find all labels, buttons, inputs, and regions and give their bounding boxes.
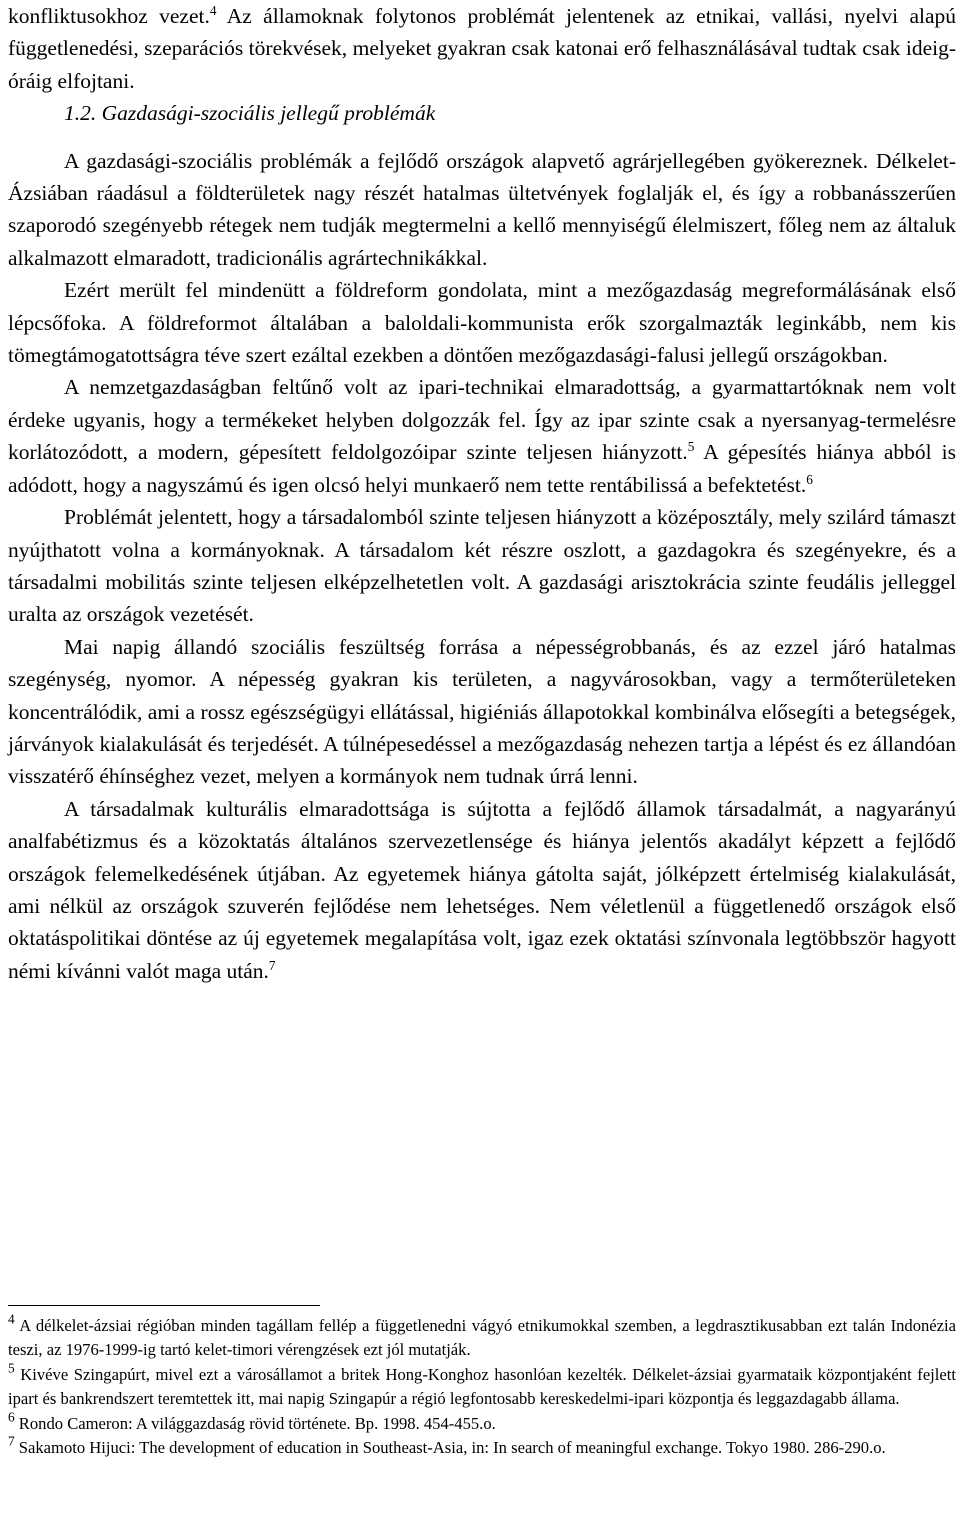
text-run: A társadalmak kulturális elmaradottsága is sújtotta a fejlődő államok társadalmát, a nagyarányú analfabétizmus és a közoktatás általános szervezetlensége és hiánya jelentős akadályt képzett a fejlődő országok felemelkedésének útjában. Az egyetemek hiánya gátolta saját, jólképzett értelmiség kialakulását, ami nélkül az országok szuverén fejlődése nem lehetséges. Nem véletlenül a függetlenedő országok első oktatáspolitikai döntése az új egyetemek megalapítása volt, igaz ezek oktatási színvonala legtöbbször hagyott némi kívánni valót maga után. (8, 796, 956, 983)
footnote-reference: 4 (209, 2, 217, 18)
footnote-number: 6 (8, 1409, 15, 1425)
footnote-number: 5 (8, 1360, 15, 1376)
footnote-reference: 7 (268, 957, 276, 973)
text-run: Mai napig állandó szociális feszültség forrása a népességrobbanás, és az ezzel járó hatalmas szegénység, nyomor. A népesség gyakran kis területen, a nagyvárosokban, vagy a termőterületeken koncentrálódik, ami a rossz egészségügyi ellátással, higiéniás állapotokkal kombinálva elősegíti a betegségek, járványok kialakulását és terjedését. A túlnépesedéssel a mezőgazdaság nehezen tartja a lépést és ez állandóan visszatérő éhínséghez vezet, melyen a kormányok nem tudnak úrrá lenni. (8, 634, 956, 789)
paragraph (8, 371, 956, 501)
paragraph (8, 501, 956, 631)
text-run: Ezért merült fel mindenütt a földreform gondolata, mint a mezőgazdaság megreformálásának első lépcsőfoka. A földreformot általában a baloldali-kommunista erők szorgalmazták leginkább, nem kis tömegtámogatottságra téve szert ezáltal ezekben a döntően mezőgazdasági-falusi jellegű országokban. (8, 278, 956, 368)
text-run: 1.2. Gazdasági-szociális jellegű problémák (64, 101, 436, 126)
paragraph (8, 145, 956, 275)
footnote (8, 1433, 956, 1460)
body-text (8, 0, 956, 987)
footnote-separator (8, 1305, 320, 1306)
footnotes (8, 1311, 956, 1460)
footnote-number: 4 (8, 1311, 15, 1327)
footnote (8, 1311, 956, 1363)
footnote (8, 1409, 956, 1436)
text-run: Problémát jelentett, hogy a társadalomból szinte teljesen hiányzott a középosztály, mely szilárd támaszt nyújthatott volna a kormányoknak. A társadalom két részre oszlott, a gazdagokra és szegényekre, és a társadalmi mobilitás szinte teljesen elképzelhetetlen volt. A gazdasági arisztokrácia szinte feudális jelleggel uralta az országok vezetését. (8, 505, 956, 627)
paragraph (8, 274, 956, 371)
footnote-number: 7 (8, 1433, 15, 1449)
footnote-text: Kivéve Szingapúrt, mivel ezt a városállamot a britek Hong-Konghoz hasonlóan kezelték. Délkelet-ázsiai gyarmataik központjaként fejlett ipart és bankrendszert teremtettek itt, mai napig Szingapúr a régió legfontosabb kereskedelmi-ipari központja és leggazdagabb állama. (8, 1364, 956, 1409)
footnote-reference: 5 (687, 439, 695, 455)
footnote-text: A délkelet-ázsiai régióban minden tagállam fellép a függetlenedni vágyó etnikumokkal szemben, a legdrasztikusabban ezt talán Indonézia teszi, az 1976-1999-ig tartó kelet-timori vérengzések ezt jól mutatják. (8, 1316, 956, 1360)
footnote-reference: 6 (806, 471, 813, 487)
footnote-text: Rondo Cameron: A világgazdaság rövid története. Bp. 1998. 454-455.o. (14, 1413, 496, 1433)
footnote-text: Sakamoto Hijuci: The development of education in Southeast-Asia, in: In search of meaningful exchange. Tokyo 1980. 286-290.o. (14, 1438, 886, 1458)
text-run: Az államoknak folytonos problémát jelentenek az etnikai, vallási, nyelvi alapú függetlenedési, szeparációs törekvések, melyeket gyakran csak katonai erő felhasználásával tudtak csak ideig-óráig elfojtani. (8, 4, 956, 93)
text-run: A nemzetgazdaságban feltűnő volt az ipari-technikai elmaradottság, a gyarmattartóknak nem volt érdeke ugyanis, hogy a termékeket helyben dolgozzák fel. Így az ipar szinte csak a nyersanyag-termelésre korlátozódott, a modern, gépesített feldolgozóipar szinte teljesen hiányzott. (8, 375, 956, 465)
paragraph (8, 793, 956, 987)
paragraph (8, 631, 956, 793)
text-run: konfliktusokhoz vezet. (8, 4, 210, 28)
footnote (8, 1360, 956, 1412)
section-heading (8, 97, 956, 129)
paragraph (8, 0, 956, 97)
text-run: A gazdasági-szociális problémák a fejlődő országok alapvető agrárjellegében gyökereznek. Délkelet-Ázsiában ráadásul a földterületek nagy részét hatalmas ültetvények foglalják el, és így a robbanásszerűen szaporodó szegényebb rétegek nem tudják megtermelni a kellő mennyiségű élelmiszert, főleg nem az általuk alkalmazott elmaradott, tradicionális agrártechnikákkal. (8, 148, 956, 270)
text-run: A gépesítés hiánya abból is adódott, hogy a nagyszámú és igen olcsó helyi munkaerő nem tette rentábilissá a befektetést. (8, 440, 956, 497)
